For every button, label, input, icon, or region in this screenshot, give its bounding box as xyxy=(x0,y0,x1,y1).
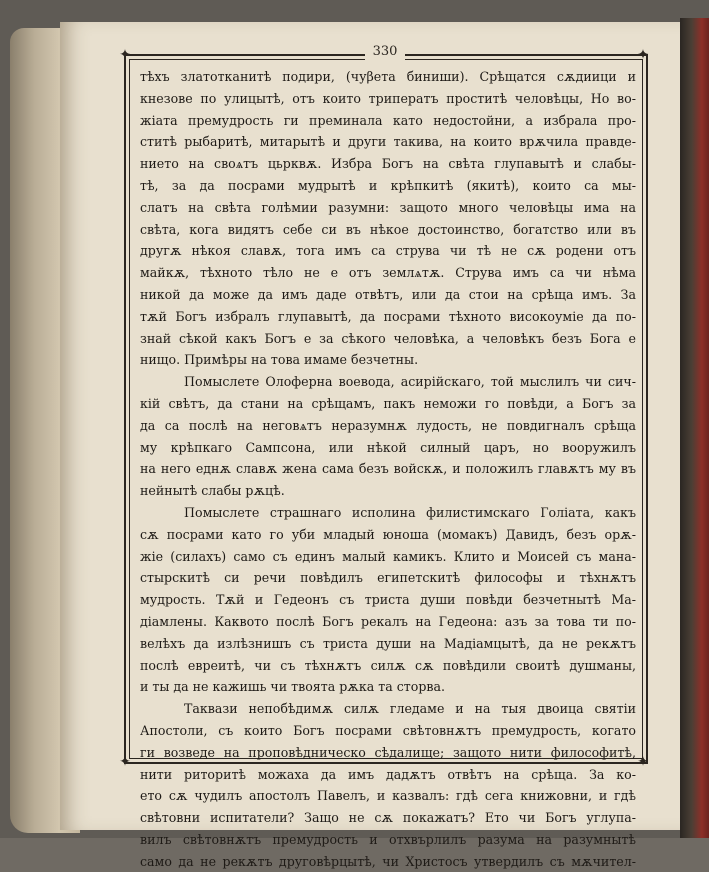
corner-ornament-icon: ✦ xyxy=(637,754,649,770)
text-line: ги возведе на проповѣдническо сѣдалище; защото нити философитѣ, xyxy=(140,744,636,760)
paragraph-3 xyxy=(140,502,636,698)
text-line: діамлены. Каквото послѣ Богъ рекалъ на Гедеона: азъ за това ти по- xyxy=(140,613,636,629)
text-line: сѫ посрами като го уби младый юноша (момакъ) Давидъ, безъ орѫ- xyxy=(140,526,636,542)
text-line: Апостоли, съ които Богъ посрами свѣтовнѫтъ премудрость, когато xyxy=(140,722,636,738)
text-line: кнезове по улицытѣ, отъ които триператъ проститѣ человѣцы, Но во- xyxy=(140,90,636,106)
text-line: нити риторитѣ можаха да имъ дадѫтъ отвѣтъ на срѣща. За ко- xyxy=(140,766,636,782)
page-number: 330 xyxy=(365,44,405,60)
corner-ornament-icon: ✦ xyxy=(119,47,131,63)
text-line: тѫй Богъ избралъ глупавытѣ, да посрами тѣхното високоуміе да по- xyxy=(140,308,636,324)
text-line: жіе (силахъ) само съ единъ малый камикъ. Клито и Моисей съ мана- xyxy=(140,548,636,564)
text-line: свѣта, кога видятъ себе си въ нѣкое достоинство, богатство или въ xyxy=(140,221,636,237)
text-line: жіата премудрость ги преминала като недостойни, а избрала про- xyxy=(140,112,636,128)
corner-ornament-icon: ✦ xyxy=(119,754,131,770)
text-line: велѣхъ да излѣзнишъ съ триста души на Мадіамцытѣ, да не рекѫтъ xyxy=(140,635,636,651)
corner-ornament-icon: ✦ xyxy=(637,47,649,63)
text-line: майкѫ, тѣхното тѣло не е отъ землѧтѫ. Струва имъ са чи нѣма xyxy=(140,265,636,281)
text-line: тѣ, за да посрами мудрытѣ и крѣпкитѣ (якитѣ), които са мы- xyxy=(140,177,636,193)
text-line: да са послѣ на неговѧтъ неразумнѫ лудость, не повдигналъ срѣща xyxy=(140,417,636,433)
text-line: кій свѣтъ, да стани на срѣщамъ, пакъ неможи го повѣди, а Богъ за xyxy=(140,395,636,411)
text-line: стырскитѣ си речи повѣдилъ египетскитѣ философы и тѣхнѫтъ xyxy=(140,570,636,586)
text-line: само да не рекѫтъ друговѣрцытѣ, чи Христосъ утвердилъ съ мѫчител- xyxy=(140,853,636,869)
text-line: никой да може да имъ даде отвѣтъ, или да стои на срѣща имъ. За xyxy=(140,286,636,302)
text-line: нищо. Примѣры на това имаме безчетны. xyxy=(140,352,419,368)
text-line: на него еднѫ славѫ жена сама безъ войскѫ, и положилъ главѫтъ му въ xyxy=(140,461,636,477)
text-line: Помыслете Олоферна воевода, асирійскаго, той мыслилъ чи сич- xyxy=(184,374,636,390)
text-line: свѣтовни испитатели? Защо не сѫ покажатъ? Ето чи Богъ углупа- xyxy=(140,810,636,826)
text-line: знай сѣкой какъ Богъ е за сѣкого человѣка, а человѣкъ безъ Бога е xyxy=(140,330,636,346)
text-line: слатъ на свѣта голѣмии разумни: защото много человѣцы има на xyxy=(140,199,636,215)
text-line: ето сѫ чудилъ апостолъ Павелъ, и казвалъ: гдѣ сега книжовни, и гдѣ xyxy=(140,788,636,804)
paragraph-1 xyxy=(140,66,636,371)
text-line: другѫ нѣкоя славѫ, тога имъ са струва чи тѣ не сѫ родени отъ xyxy=(140,243,636,259)
text-line: Таквази непобѣдимѫ силѫ гледаме и на тыя двоица святіи xyxy=(184,701,636,717)
text-line: нието на своѧтъ цьрквѫ. Избра Богъ на свѣта глупавытѣ и слабы- xyxy=(140,156,636,172)
text-line: и ты да не кажишь чи твоята рѫка та сторва. xyxy=(140,679,445,695)
text-line: му крѣпкаго Сампсона, или нѣкой силный царъ, но вооружилъ xyxy=(140,439,636,455)
book-cover-edge xyxy=(680,18,709,838)
text-line: послѣ евреитѣ, чи съ тѣхнѫтъ силѫ сѫ повѣдили своитѣ душманы, xyxy=(140,657,636,673)
text-line: нейнытѣ слабы рѫцѣ. xyxy=(140,483,285,499)
paragraph-2 xyxy=(140,371,636,502)
text-line: вилъ свѣтовнѫтъ премудрость и отхвърлилъ разума на разумнытѣ xyxy=(140,831,636,847)
text-line: мудрость. Тѫй и Гедеонъ съ триста души повѣди безчетнытѣ Ма- xyxy=(140,592,636,608)
text-line: тѣхъ златотканитѣ подири, (чуβета биниши). Срѣщатся сѫдиици и xyxy=(140,69,636,84)
page-text xyxy=(140,66,636,872)
text-line: ститѣ рыбаритѣ, митарытѣ и други такива, на които врѫчила правде- xyxy=(140,134,636,150)
text-line: Помыслете страшнаго исполина филистимскаго Голіата, какъ xyxy=(184,504,636,520)
paragraph-4 xyxy=(140,698,636,872)
